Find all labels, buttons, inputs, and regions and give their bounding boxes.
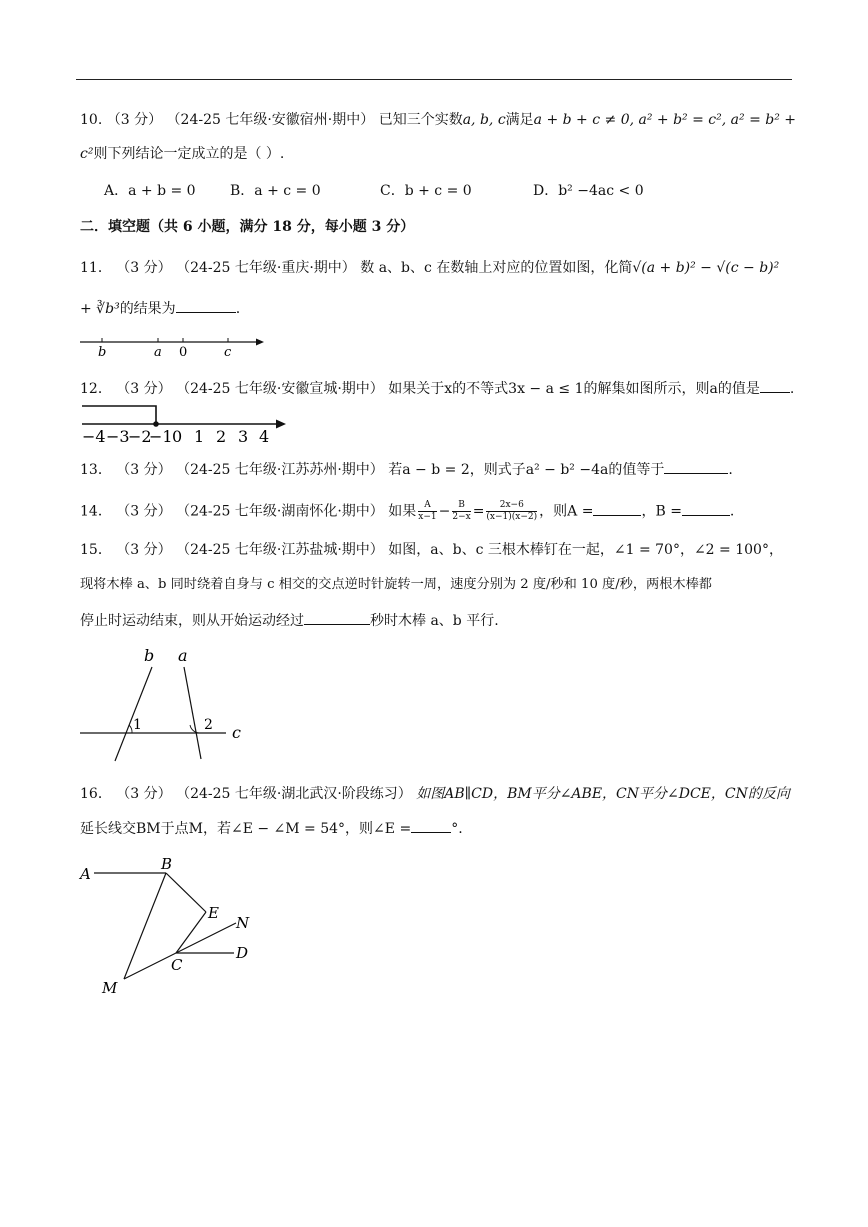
q15-line3b: 秒时木棒 a、b 平行. [370, 613, 499, 629]
q12-source: （24-25 七年级·安徽宣城·期中） [176, 381, 384, 397]
q14-equals: = [472, 503, 485, 520]
q16-line1-text: 如图AB∥CD，BM平分∠ABE，CN平分∠DCE，CN的反向 [416, 786, 790, 802]
q14-blank-b [682, 501, 730, 516]
q10-option-c: C．b + c = 0 [380, 183, 472, 199]
q16-line2a: 延长线交BM于点M，若∠E − ∠M = 54°，则∠E = [80, 821, 412, 837]
q16-label-N: N [236, 914, 250, 932]
q12-tick-m3: −3 [106, 427, 130, 444]
q12-answer-blank [760, 378, 790, 393]
q12-line1 [80, 378, 794, 399]
q14-fraction-3: $\frac{2x-6}{(x-1)(x-2)}$ [486, 500, 538, 522]
q10-stem-b: 满足 [505, 112, 534, 128]
q15-score: （3 分） [116, 542, 172, 558]
q10-line1 [80, 110, 796, 130]
q15-source: （24-25 七年级·江苏盐城·期中） [176, 542, 384, 558]
q12-number-line [76, 402, 290, 444]
header-rule [76, 79, 792, 80]
q16-line1 [80, 784, 790, 804]
q11-line1 [80, 258, 779, 278]
q16-line2b: °. [451, 821, 463, 837]
q16-label-B: B [161, 855, 173, 873]
q14-end: . [729, 503, 735, 520]
q12-tick-m2: −2 [128, 427, 152, 444]
q13-number: 13． [80, 462, 112, 478]
q11-answer-blank [176, 298, 236, 313]
q10-condition: a + b + c ≠ 0, a² + b² = c², a² = b² + [533, 112, 796, 128]
q11-stem: 数 a、b、c 在数轴上对应的位置如图，化简 [360, 260, 633, 276]
q11-number: 11． [80, 260, 112, 276]
q16-number: 16． [80, 786, 112, 802]
q15-label-c: c [232, 723, 241, 742]
q15-number: 15． [80, 542, 112, 558]
q12-score: （3 分） [116, 381, 172, 397]
q10-number: 10. [80, 112, 103, 128]
q16-source: （24-25 七年级·湖北武汉·阶段练习） [176, 786, 412, 802]
q11-expr: √(a + b)² − √(c − b)² [632, 260, 780, 276]
q15-line1-text: 如图，a、b、c 三根木棒钉在一起，∠1 = 70°，∠2 = 100°， [388, 542, 783, 558]
q15-line3 [80, 610, 499, 631]
q16-label-C: C [171, 956, 183, 974]
q13-line1 [80, 459, 733, 480]
q10-vars: a, b, c [462, 112, 506, 128]
q15-label-angle1: 1 [133, 717, 142, 733]
q14-number: 14． [80, 503, 112, 520]
q13-source: （24-25 七年级·江苏苏州·期中） [176, 462, 384, 478]
q16-figure [74, 852, 264, 1002]
q14-then-b: ，B = [641, 503, 682, 520]
q13-answer-blank [664, 459, 728, 474]
q11-source: （24-25 七年级·重庆·期中） [176, 260, 356, 276]
q11-number-line [78, 332, 268, 360]
q14-score: （3 分） [116, 503, 172, 520]
q15-figure [74, 645, 254, 765]
q15-line3a: 停止时运动结束，则从开始运动经过 [80, 613, 304, 629]
q12-tick-2: 2 [216, 427, 227, 444]
q11-label-c: c [224, 345, 232, 360]
q14-line1 [80, 500, 734, 523]
q16-label-A: A [80, 865, 91, 883]
section-title: 二．填空题（共 6 小题，满分 18 分，每小题 3 分） [80, 219, 415, 235]
q12-number: 12． [80, 381, 112, 397]
q12-tick-1: 1 [194, 427, 205, 444]
q10-source: （24-25 七年级·安徽宿州·期中） [166, 112, 375, 128]
q14-fraction-2: $\frac{B}{2-x}$ [452, 500, 471, 522]
q11-line2 [80, 298, 240, 319]
q15-label-angle2: 2 [204, 717, 213, 733]
q11-expr2: + ∛b³ [80, 301, 120, 317]
q16-score: （3 分） [116, 786, 172, 802]
q12-tick-3: 3 [238, 427, 249, 444]
q10-option-d: D．b² −4ac < 0 [533, 183, 644, 199]
q12-tick-4: 4 [259, 427, 270, 444]
q15-line2: 现将木棒 a、b 同时绕着自身与 c 相交的交点逆时针旋转一周，速度分别为 2 度/秒和 10 度/秒，两根木棒都 [80, 577, 712, 592]
q11-tail: 的结果为 [119, 301, 176, 317]
q11-label-a: a [154, 345, 162, 360]
q16-label-D: D [236, 944, 249, 962]
q13-score: （3 分） [116, 462, 172, 478]
q14-fraction-1: $\frac{A}{x-1}$ [418, 500, 437, 522]
q11-end: . [235, 301, 241, 317]
q15-line1 [80, 540, 783, 560]
q10-score: （3 分） [106, 112, 163, 128]
q15-answer-blank [304, 610, 370, 625]
q12-tick-m4: −4 [82, 427, 106, 444]
q14-source: （24-25 七年级·湖南怀化·期中） [176, 503, 384, 520]
q11-label-b: b [98, 345, 107, 360]
q12-end: . [789, 381, 795, 397]
q13-end: . [728, 462, 733, 478]
q14-minus: − [438, 503, 451, 520]
q10-line2 [80, 144, 284, 164]
q13-stem: 若a − b = 2，则式子a² − b² −4a的值等于 [388, 462, 665, 478]
q14-then-a: ，则A = [539, 503, 594, 520]
q16-line2 [80, 818, 463, 839]
q10-option-a: A．a + b = 0 [104, 183, 196, 199]
q10-stem-c: c² [80, 146, 94, 162]
q14-stem: 如果 [388, 503, 417, 520]
q16-label-M: M [102, 979, 118, 997]
q15-label-a: a [178, 646, 188, 665]
q14-blank-a [593, 501, 641, 516]
q16-label-E: E [208, 904, 219, 922]
q12-tick-m1: −1 [149, 427, 173, 444]
q12-tick-0: 0 [172, 427, 183, 444]
q10-stem-a: 已知三个实数 [378, 112, 463, 128]
q11-label-0: 0 [179, 345, 188, 360]
q15-label-b: b [144, 646, 155, 665]
q10-stem-d: 则下列结论一定成立的是（ ）. [93, 146, 285, 162]
q10-option-b: B．a + c = 0 [230, 183, 321, 199]
q16-answer-blank [411, 818, 451, 833]
q12-stem: 如果关于x的不等式3x − a ≤ 1的解集如图所示，则a的值是 [388, 381, 760, 397]
q11-score: （3 分） [116, 260, 172, 276]
